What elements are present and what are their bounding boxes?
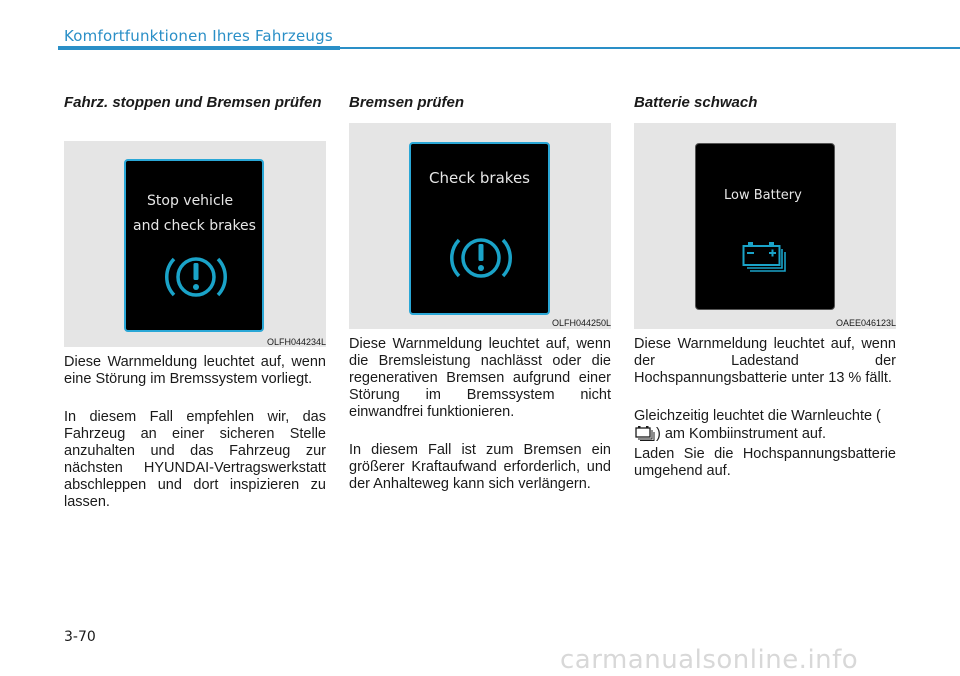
page-number: 3-70 — [64, 629, 96, 645]
screen-text-line: and check brakes — [133, 218, 256, 234]
image-code: OLFH044234L — [266, 337, 326, 347]
screen-text-line: Low Battery — [724, 188, 802, 203]
watermark[interactable]: carmanualsonline.info — [560, 645, 859, 675]
body-paragraph: Diese Warnmeldung leuchtet auf, wenn eine Störung im Bremssystem vorliegt. — [64, 354, 326, 387]
body-paragraph — [634, 408, 896, 443]
header-rule-thin — [340, 47, 960, 49]
section-heading: Batterie schwach — [634, 94, 758, 111]
cluster-screen — [695, 143, 835, 310]
image-code: OLFH044250L — [551, 318, 611, 328]
body-paragraph: Diese Warnmeldung leuchtet auf, wenn der Ladestand der Hochspannungsbatterie unter 13 % fällt. — [634, 336, 896, 386]
battery-icon — [742, 239, 790, 273]
brake-warning-icon — [449, 232, 513, 284]
body-paragraph: In diesem Fall ist zum Bremsen ein größerer Kraftaufwand erforderlich, und der Anhalteweg kann sich verlängern. — [349, 442, 611, 492]
cluster-screen — [124, 159, 264, 332]
image-code: OAEE046123L — [835, 318, 896, 328]
cluster-screen — [409, 142, 550, 315]
text-fragment: Gleichzeitig leuchtet die Warnleuchte ( — [634, 408, 881, 424]
body-paragraph: Diese Warnmeldung leuchtet auf, wenn die Bremsleistung nachlässt oder die regenerativen Bremsen aufgrund einer Störung im Bremssystem nicht einwandfrei funktionieren. — [349, 336, 611, 420]
body-paragraph: Laden Sie die Hochspannungsbatterie umgehend auf. — [634, 446, 896, 479]
section-heading: Fahrz. stoppen und Bremsen prüfen — [64, 94, 322, 111]
text-fragment: ) am Kombiinstrument auf. — [656, 426, 827, 442]
warning-figure — [634, 123, 896, 329]
warning-figure — [349, 123, 611, 329]
section-heading: Bremsen prüfen — [349, 94, 465, 111]
brake-warning-icon — [164, 251, 228, 303]
battery-warning-icon — [635, 425, 655, 441]
screen-text-line: Stop vehicle — [147, 193, 234, 209]
body-paragraph: In diesem Fall empfehlen wir, das Fahrzeug an einer sicheren Stelle anzuhalten und das Fahrzeug zur nächsten HYUNDAI-Vertragswerkstatt abschleppen und dort inspizieren zu lassen. — [64, 409, 326, 510]
header-rule-thick — [58, 46, 340, 50]
warning-figure — [64, 141, 326, 347]
screen-text-line: Check brakes — [429, 169, 530, 187]
header-title: Komfortfunktionen Ihres Fahrzeugs — [64, 27, 333, 45]
